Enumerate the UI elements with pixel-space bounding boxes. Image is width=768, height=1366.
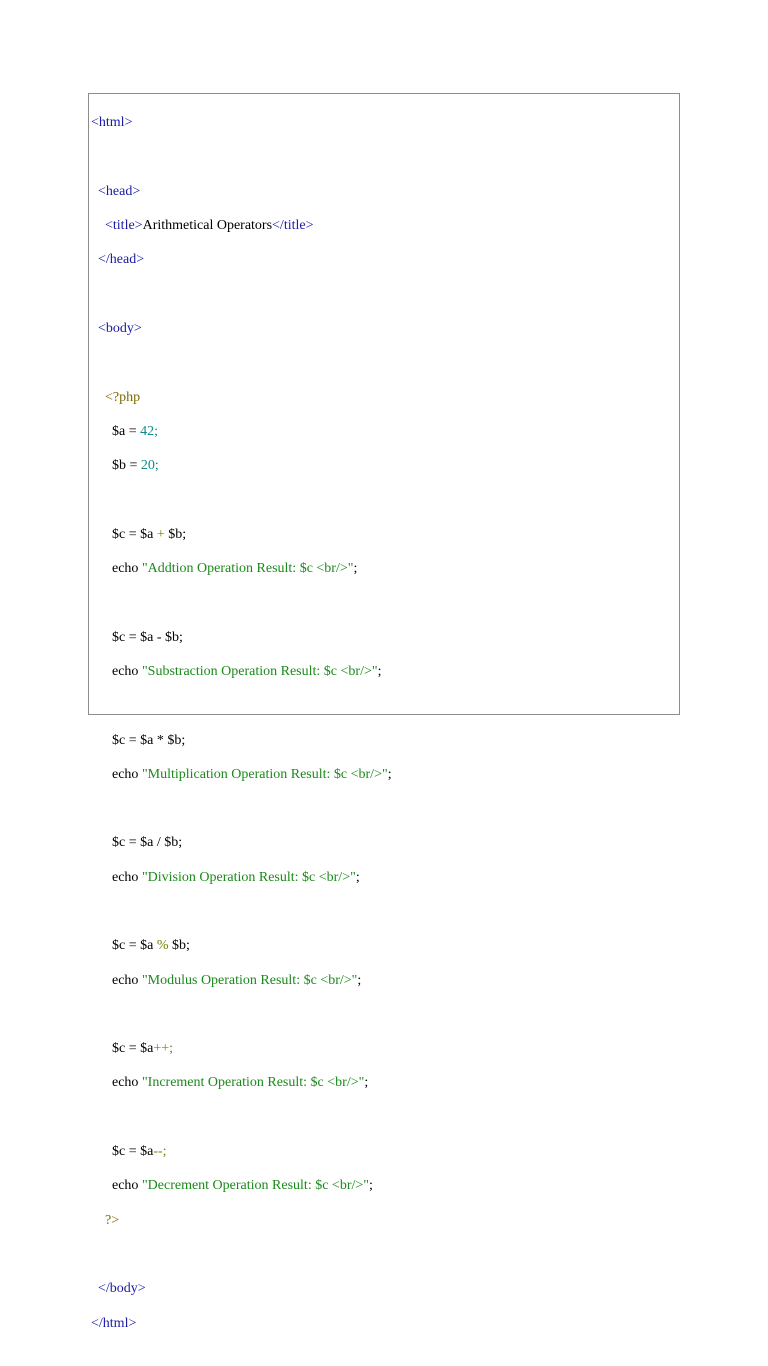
echo-keyword: echo <box>112 1075 142 1091</box>
code-line <box>91 1074 392 1091</box>
code-line-blank <box>91 800 392 817</box>
semicolon: ; <box>387 766 392 782</box>
code-line <box>91 526 392 543</box>
code-line <box>91 114 392 131</box>
subtraction-expression: $c = $a - $b; <box>112 629 183 645</box>
title-open-tag: <title> <box>105 218 143 234</box>
addition-expression-end: $b; <box>164 526 187 542</box>
code-line <box>91 1212 392 1229</box>
decrement-string: "Decrement Operation Result: $c <br/>" <box>141 1178 369 1194</box>
echo-keyword: echo <box>112 1178 142 1194</box>
addition-expression-start: $c = $a <box>112 526 157 542</box>
multiplication-string: "Multiplication Operation Result: $c <br/>" <box>141 766 388 782</box>
modulus-expression-end: $b; <box>168 938 190 954</box>
echo-keyword: echo <box>112 869 142 885</box>
multiplication-expression: $c = $a * $b; <box>112 732 186 748</box>
code-line <box>91 732 392 749</box>
code-line <box>91 389 392 406</box>
code-line <box>91 1040 392 1057</box>
decrement-expression-start: $c = $a <box>112 1144 154 1160</box>
code-line <box>91 663 392 680</box>
code-listing-box <box>88 93 680 1331</box>
head-close-tag: </head> <box>98 252 145 268</box>
code-line <box>91 183 392 200</box>
code-line <box>91 251 392 268</box>
semicolon: ; <box>162 1144 167 1160</box>
code-line-blank <box>91 594 392 611</box>
html-open-tag: <html> <box>91 115 133 131</box>
code-line <box>91 629 392 646</box>
title-text: Arithmetical Operators <box>142 218 273 234</box>
code-line-blank <box>91 1246 392 1263</box>
modulus-string: "Modulus Operation Result: $c <br/>" <box>141 972 358 988</box>
code-line-blank <box>91 1109 392 1126</box>
semicolon: ; <box>169 1041 174 1057</box>
code-line <box>91 1177 392 1194</box>
modulus-operator: % <box>156 938 169 954</box>
code-line <box>91 1280 392 1297</box>
semicolon: ; <box>357 972 362 988</box>
code-line <box>91 457 392 474</box>
code-line <box>91 1315 392 1332</box>
html-close-tag: </html> <box>91 1315 137 1331</box>
body-open-tag: <body> <box>98 320 142 336</box>
decrement-operator: -- <box>153 1144 163 1160</box>
code-line <box>91 1143 392 1160</box>
addition-operator: + <box>156 526 165 542</box>
semicolon: ; <box>154 458 159 474</box>
head-open-tag: <head> <box>98 183 141 199</box>
code-line <box>91 423 392 440</box>
echo-keyword: echo <box>112 766 142 782</box>
subtraction-string: "Substraction Operation Result: $c <br/>" <box>141 663 378 679</box>
division-string: "Division Operation Result: $c <br/>" <box>141 869 356 885</box>
a-value: 42 <box>140 423 155 439</box>
code-line <box>91 560 392 577</box>
modulus-expression-start: $c = $a <box>112 938 157 954</box>
semicolon: ; <box>353 561 358 577</box>
code-line-blank <box>91 491 392 508</box>
code-line <box>91 766 392 783</box>
semicolon: ; <box>377 663 382 679</box>
body-close-tag: </body> <box>98 1281 146 1297</box>
code-line-blank <box>91 1006 392 1023</box>
division-expression: $c = $a / $b; <box>112 835 183 851</box>
echo-keyword: echo <box>112 972 142 988</box>
code-line <box>91 834 392 851</box>
semicolon: ; <box>364 1075 369 1091</box>
echo-keyword: echo <box>112 561 142 577</box>
code-line-blank <box>91 903 392 920</box>
php-open-tag: <?php <box>105 389 141 405</box>
code-line-blank <box>91 354 392 371</box>
code-listing <box>89 94 392 1366</box>
addition-string: "Addtion Operation Result: $c <br/>" <box>141 561 354 577</box>
semicolon: ; <box>355 869 360 885</box>
increment-string: "Increment Operation Result: $c <br/>" <box>141 1075 365 1091</box>
a-assignment: $a = <box>112 423 141 439</box>
code-line-blank <box>91 697 392 714</box>
semicolon: ; <box>368 1178 373 1194</box>
code-line <box>91 869 392 886</box>
echo-keyword: echo <box>112 663 142 679</box>
code-line-blank <box>91 286 392 303</box>
code-line <box>91 320 392 337</box>
increment-operator: ++ <box>153 1041 170 1057</box>
php-close-tag: ?> <box>105 1212 120 1228</box>
code-line <box>91 972 392 989</box>
increment-expression-start: $c = $a <box>112 1041 154 1057</box>
title-close-tag: </title> <box>272 218 314 234</box>
b-value: 20 <box>140 458 155 474</box>
b-assignment: $b = <box>112 458 141 474</box>
code-line <box>91 937 392 954</box>
code-line <box>91 217 392 234</box>
code-line-blank <box>91 148 392 165</box>
semicolon: ; <box>154 423 158 439</box>
